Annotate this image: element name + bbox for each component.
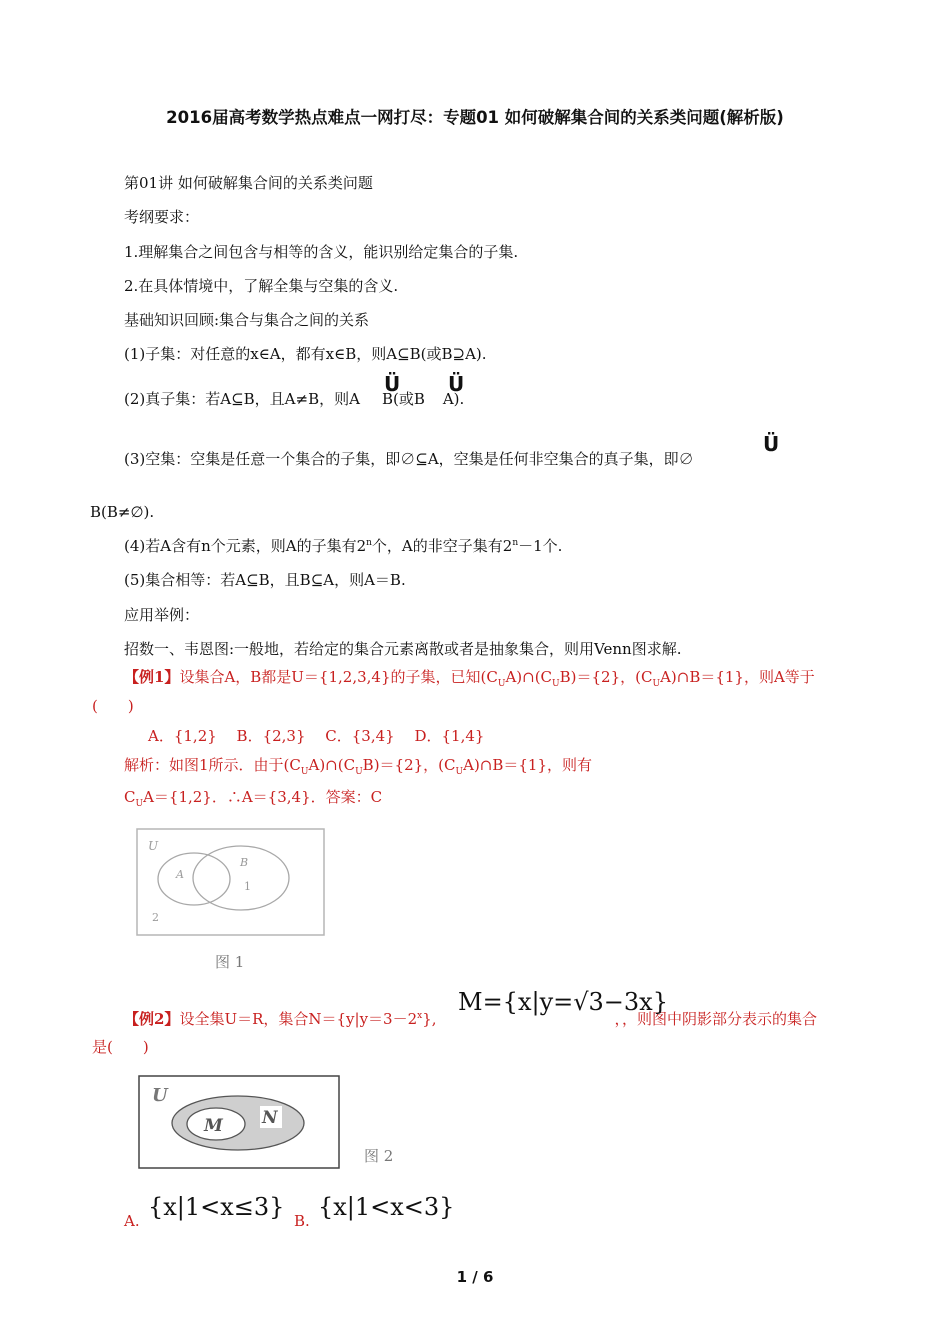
review-heading: 基础知识回顾:集合与集合之间的关系 [124, 311, 370, 329]
venn1-element-1: 1 [244, 880, 251, 893]
option-a-label: A. [124, 1212, 140, 1230]
venn1-u-label: U [148, 839, 159, 853]
method-1: 招数一、韦恩图:一般地，若给定的集合元素离散或者是抽象集合，则用Venn图求解. [124, 640, 682, 658]
venn-diagram-2 [138, 1075, 342, 1171]
set-equality: (5)集合相等：若A⊆B，且B⊆A，则A＝B. [124, 571, 406, 589]
syllabus-heading: 考纲要求： [124, 208, 200, 226]
option-a-formula: {x|1<x≤3} [148, 1193, 285, 1221]
proper-subset-definition: (2)真子集：若A⊆B，且A≠B，则A B(或B A). [124, 390, 465, 408]
example-1-paren: ( ) [92, 697, 134, 715]
example-1-solution: 解析：如图1所示．由于$(C_UA)\cap(C_UB)=\{2\}$，$(C_UA)\cap B=\{1\}$，则有 [124, 756, 593, 777]
lecture-heading: 第01讲 如何破解集合间的关系类问题 [124, 174, 373, 192]
venn2-n-label: N [262, 1108, 278, 1128]
example-2-paren: 是( ) [92, 1038, 149, 1056]
option-b-label: B. [294, 1212, 310, 1230]
syllabus-item-1: 1.理解集合之间包含与相等的含义，能识别给定集合的子集. [124, 243, 519, 261]
subset-count: (4)若A含有n个元素，则A的子集有2$^n$个，A的非空子集有$2^n-1$个. [124, 537, 563, 555]
set-m-formula: M={x|y=√3−3x} [458, 988, 668, 1016]
venn2-m-label: M [204, 1116, 223, 1136]
syllabus-item-2: 2.在具体情境中，了解全集与空集的含义. [124, 277, 399, 295]
figure-2-caption: 图 2 [364, 1147, 394, 1165]
venn2-u-label: U [152, 1085, 168, 1106]
empty-set-definition-cont: B(B≠∅). [90, 503, 155, 521]
document-title: 2016届高考数学热点难点一网打尽：专题01 如何破解集合间的关系类问题(解析版) [166, 108, 784, 127]
proper-subset-symbol: Ü [763, 432, 780, 456]
figure-1-caption: 图 1 [215, 953, 245, 971]
subset-definition: (1)子集：对任意的x∈A，都有x∈B，则A⊆B(或B⊇A). [124, 345, 487, 363]
example-2-question: 【例2】设全集U＝R，集合$N=\{y|y=3-2^x\}$, ，，则图中阴影部分表示的集合 [124, 1010, 818, 1028]
apply-heading: 应用举例： [124, 606, 200, 624]
example-1-question: 【例1】设集合A，B都是U＝{1,2,3,4}的子集，已知$(C_UA)\cap(C_UB)=\{2\}$，$(C_UA)\cap B=\{1\}$，则A等于 [124, 668, 815, 689]
empty-set-definition: (3)空集：空集是任意一个集合的子集，即∅⊆A，空集是任何非空集合的真子集，即∅ [124, 450, 694, 468]
proper-subset-symbol: Ü [448, 372, 465, 396]
example-1-options: A．{1,2} B．{2,3} C．{3,4} D．{1,4} [148, 727, 485, 745]
option-b-formula: {x|1<x<3} [318, 1193, 455, 1221]
page-number: 1 / 6 [456, 1268, 494, 1286]
venn1-element-2: 2 [152, 911, 159, 924]
venn1-b-label: B [240, 856, 249, 869]
venn-diagram-1 [136, 828, 326, 938]
example-1-answer: $C_UA=\{1,2\}$．∴A＝{3,4}．答案：C [124, 788, 383, 809]
venn1-a-label: A [176, 868, 184, 881]
proper-subset-symbol: Ü [384, 372, 401, 396]
